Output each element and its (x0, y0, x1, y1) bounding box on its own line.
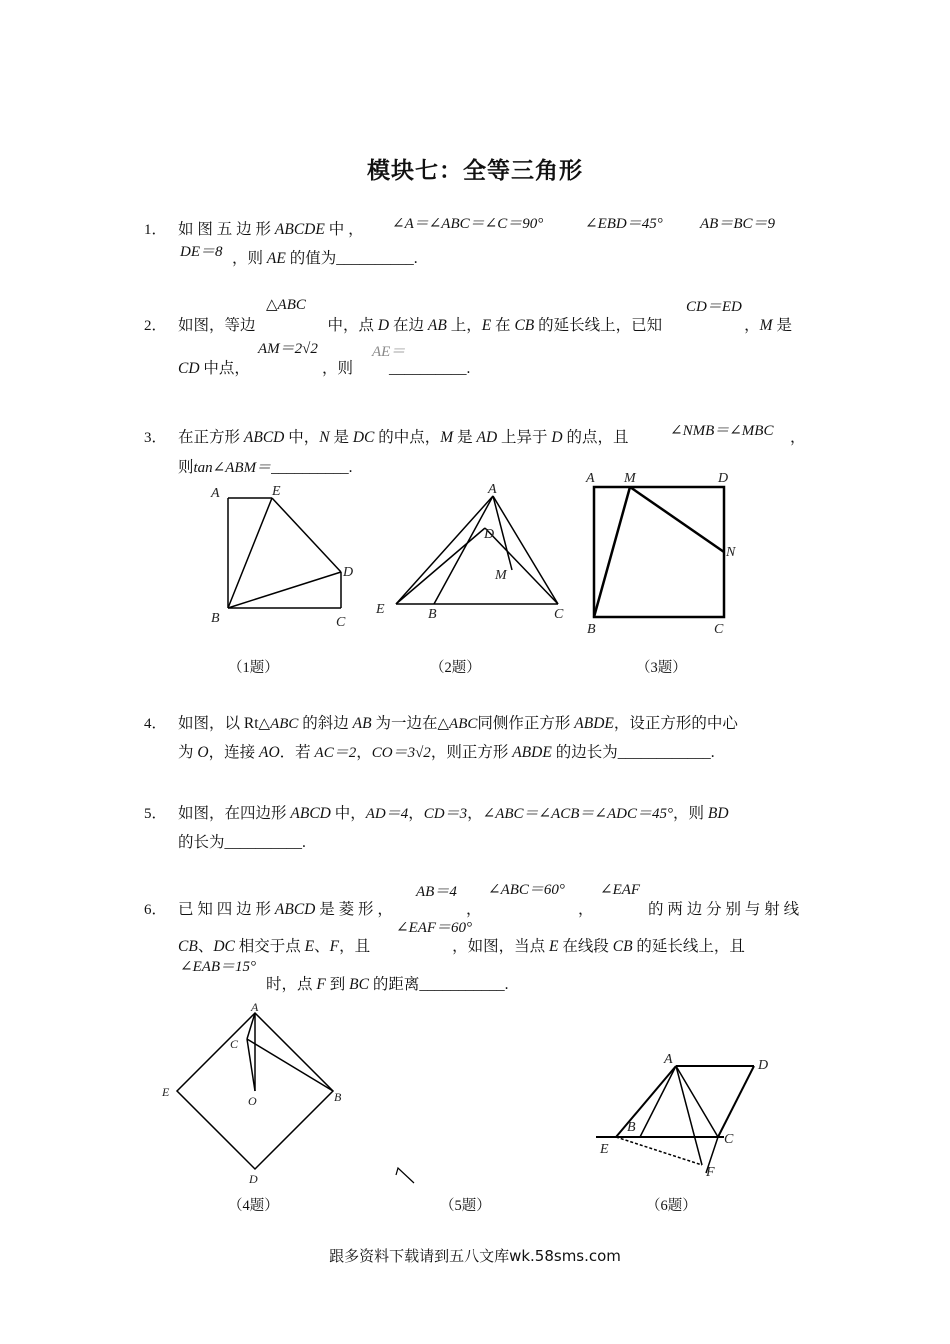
problem-number: 6． (144, 902, 167, 918)
figure-5 (396, 1168, 414, 1183)
fig1-label: A (211, 486, 220, 501)
fig1-label: E (272, 484, 281, 499)
fig3-label: C (714, 622, 724, 637)
fig3-label: N (726, 545, 736, 560)
figure-3 (585, 471, 736, 637)
problem-text: 在正方形 ABCD 中，N 是 DC 的中点，M 是 AD 上异于 D 的点，且 (178, 429, 629, 446)
formula: ∠EAF＝60° (396, 920, 473, 936)
problem-text: 如图，以 Rt△ABC 的斜边 AB 为一边在△ABC同侧作正方形 ABDE，设正方形的中心 (178, 715, 738, 732)
fig6-label: B (627, 1120, 636, 1135)
formula: △ABC (266, 297, 306, 313)
fig4-label: D (249, 1172, 258, 1186)
fig6-label: F (706, 1165, 715, 1180)
figure-5-caption: （5题） (440, 1198, 491, 1214)
problem-number: 1． (144, 222, 167, 238)
fig4-label: A (251, 1000, 259, 1014)
formula: ∠EAF (600, 882, 641, 898)
fig6-label: E (600, 1142, 609, 1157)
problem-text: 则tan∠ABM＝__________. (178, 459, 353, 476)
figure-2-caption: （2题） (430, 660, 481, 676)
problem-text: 如 图 五 边 形 ABCDE 中 ， (178, 221, 364, 238)
fig2-label: D (484, 527, 495, 542)
problem-number: 3． (144, 430, 167, 446)
problem-text: ， (790, 429, 806, 446)
problem-text: 的 两 边 分 别 与 射 线 (648, 901, 800, 918)
formula: ∠NMB＝∠MBC (670, 423, 774, 439)
formula: CD＝ED (686, 299, 742, 315)
page-title: 模块七：全等三角形 (367, 158, 583, 184)
problem-text: 的长为__________. (178, 834, 306, 851)
figure-6-caption: （6题） (646, 1198, 697, 1214)
problem-text: 时，点 F 到 BC 的距离___________. (266, 976, 509, 993)
problem-text: 如图，等边 中，点 D 在边 AB 上，E 在 CB 的延长线上，已知 ，M 是 (178, 317, 792, 334)
problem-number: 2． (144, 318, 167, 334)
formula: AM＝2√2 (258, 341, 318, 357)
fig2-label: A (488, 482, 497, 497)
figures-row-1 (0, 470, 950, 680)
formula: ∠EBD＝45° (585, 216, 663, 232)
figures-row-2 (0, 995, 950, 1195)
fig3-label: D (718, 471, 729, 486)
problem-text: CB、DC 相交于点 E、F，且 ，如图，当点 E 在线段 CB 的延长线上，且 (178, 938, 745, 955)
fig4-label: O (248, 1094, 257, 1108)
fig2-label: E (376, 602, 385, 617)
problem-text: ， (466, 901, 482, 918)
footer-text: 跟多资料下载请到五八文库wk.58sms.com (329, 1247, 621, 1265)
fig6-label: C (724, 1132, 734, 1147)
fig6-label: A (664, 1052, 673, 1067)
figure-1-caption: （1题） (228, 660, 279, 676)
fig3-label: M (624, 471, 636, 486)
fig3-label: A (586, 471, 595, 486)
fig1-label: C (336, 615, 346, 630)
problem-text: CD 中点， ，则 __________. (178, 360, 471, 377)
formula: AB＝BC＝9 (700, 216, 775, 232)
formula: AE＝ (372, 344, 406, 360)
fig3-label: B (587, 622, 596, 637)
problem-text: ， (578, 901, 594, 918)
figure-1 (210, 484, 353, 630)
problem-text: 如图，在四边形 ABCD 中，AD＝4，CD＝3，∠ABC＝∠ACB＝∠ADC＝45°，则 BD (178, 805, 729, 822)
fig2-label: C (554, 607, 564, 622)
fig2-label: B (428, 607, 437, 622)
fig4-label: C (230, 1037, 239, 1051)
problem-number: 5． (144, 806, 167, 822)
fig4-label: B (334, 1090, 342, 1104)
formula: AB＝4 (416, 884, 457, 900)
problem-text: ，则 AE 的值为__________. (232, 250, 418, 267)
fig4-label: E (162, 1085, 170, 1099)
formula: ∠ABC＝60° (488, 882, 565, 898)
formula: ∠EAB＝15° (180, 959, 257, 975)
formula: DE＝8 (180, 244, 223, 260)
formula: ∠A＝∠ABC＝∠C＝90° (392, 216, 544, 232)
figure-6 (596, 1052, 768, 1180)
figure-2 (375, 482, 564, 622)
problem-text: 为 O，连接 AO．若 AC＝2，CO＝3√2，则正方形 ABDE 的边长为____________. (178, 744, 715, 761)
fig1-label: B (211, 611, 220, 626)
fig2-label: M (495, 568, 507, 583)
figure-4 (161, 1000, 342, 1186)
figure-3-caption: （3题） (636, 660, 687, 676)
figure-4-caption: （4题） (228, 1198, 279, 1214)
fig1-label: D (343, 565, 354, 580)
problem-number: 4． (144, 716, 167, 732)
fig6-label: D (758, 1058, 769, 1073)
problem-text: 已 知 四 边 形 ABCD 是 菱 形 ， (178, 901, 393, 918)
